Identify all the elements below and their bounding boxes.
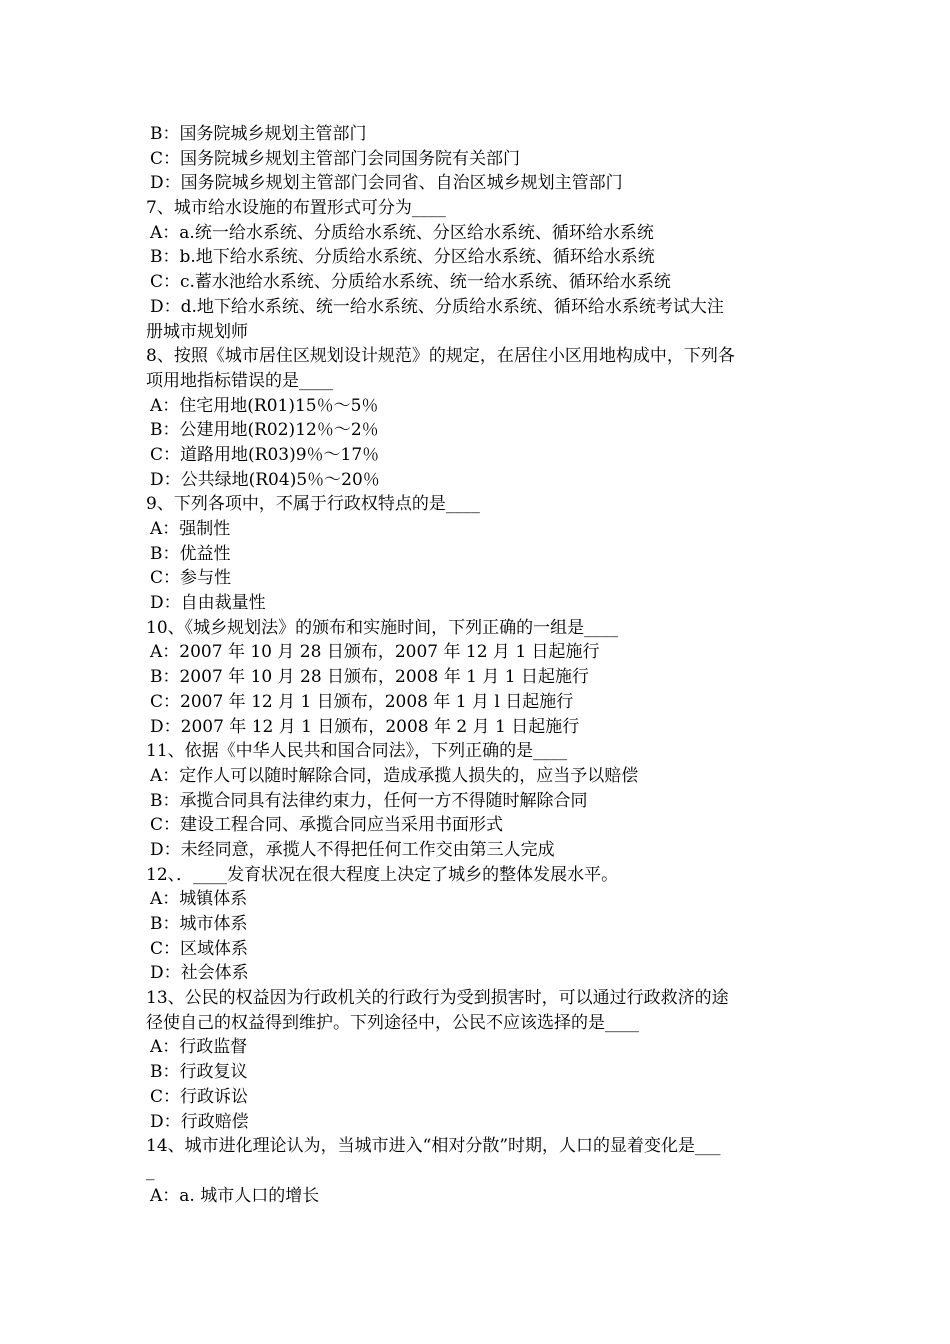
answer-option: B：公建用地(R02)12％～2％ [150,420,379,441]
question-text: 10、《城乡规划法》的颁布和实施时间，下列正确的一组是____ [146,617,619,638]
question-text: _ [146,1160,155,1181]
answer-option: C：行政诉讼 [150,1086,249,1107]
answer-option: A：定作人可以随时解除合同，造成承揽人损失的，应当予以赔偿 [150,765,639,786]
answer-option: B：国务院城乡规划主管部门 [150,124,367,144]
answer-option: B：2007 年 10 月 28 日颁布，2008 年 1 月 1 日起施行 [150,667,589,688]
answer-option: B：行政复议 [150,1062,248,1083]
answer-option: D：社会体系 [150,963,249,984]
question-text: 径使自己的权益得到维护。下列途径中，公民不应该选择的是____ [146,1012,639,1033]
answer-option: A：住宅用地(R01)15％～5％ [150,395,379,416]
question-text: 14、城市进化理论认为，当城市进入“相对分散”时期，人口的显着变化是___ [146,1136,721,1157]
answer-option: D：d.地下给水系统、统一给水系统、分质给水系统、循环给水系统考试大注 [150,296,724,317]
answer-option: C：建设工程合同、承揽合同应当采用书面形式 [150,815,504,836]
answer-option: A：城镇体系 [150,889,248,910]
answer-option: D：未经同意，承揽人不得把任何工作交由第三人完成 [150,839,555,860]
answer-option: A：行政监督 [150,1037,248,1058]
answer-option: C：参与性 [150,568,232,589]
question-text: 项用地指标错误的是____ [146,370,333,391]
answer-option: A：强制性 [150,519,231,539]
answer-option: D：2007 年 12 月 1 日颁布，2008 年 2 月 1 日起施行 [150,716,580,737]
question-text: 9、下列各项中，不属于行政权特点的是____ [146,494,480,515]
question-text: 11、依据《中华人民共和国合同法》，下列正确的是____ [146,741,568,762]
answer-option: C：2007 年 12 月 1 日颁布，2008 年 1 月 l 日起施行 [150,691,574,712]
question-text: 8、按照《城市居住区规划设计规范》的规定，在居住小区用地构成中，下列各 [146,346,735,367]
answer-option: D：自由裁量性 [150,593,266,614]
answer-option: D：行政赔偿 [150,1111,249,1132]
answer-option: D：公共绿地(R04)5％～20％ [150,469,380,490]
answer-option: B：城市体系 [150,914,248,934]
question-text: 册城市规划师 [146,321,248,342]
question-text: 13、公民的权益因为行政机关的行政行为受到损害时，可以通过行政救济的途 [146,988,729,1009]
answer-option: B：承揽合同具有法律约束力，任何一方不得随时解除合同 [150,790,588,811]
answer-option: A：a. 城市人口的增长 [150,1185,320,1206]
answer-option: C：c.蓄水池给水系统、分质给水系统、统一给水系统、循环给水系统 [150,272,671,293]
answer-option: C：道路用地(R03)9％～17％ [150,444,380,465]
answer-option: A：2007 年 10 月 28 日颁布，2007 年 12 月 1 日起施行 [150,642,600,663]
question-text: 12、．____发育状况在很大程度上决定了城乡的整体发展水平。 [146,864,619,885]
answer-option: D：国务院城乡规划主管部门会同省、自治区城乡规划主管部门 [150,173,623,194]
question-text: 7、城市给水设施的布置形式可分为____ [146,198,446,219]
answer-option: C：区域体系 [150,938,249,959]
answer-option: B：优益性 [150,543,231,564]
document-body [146,122,810,1208]
answer-option: A：a.统一给水系统、分质给水系统、分区给水系统、循环给水系统 [150,222,654,243]
answer-option: C：国务院城乡规划主管部门会同国务院有关部门 [150,148,521,169]
answer-option: B：b.地下给水系统、分质给水系统、分区给水系统、循环给水系统 [150,247,655,268]
